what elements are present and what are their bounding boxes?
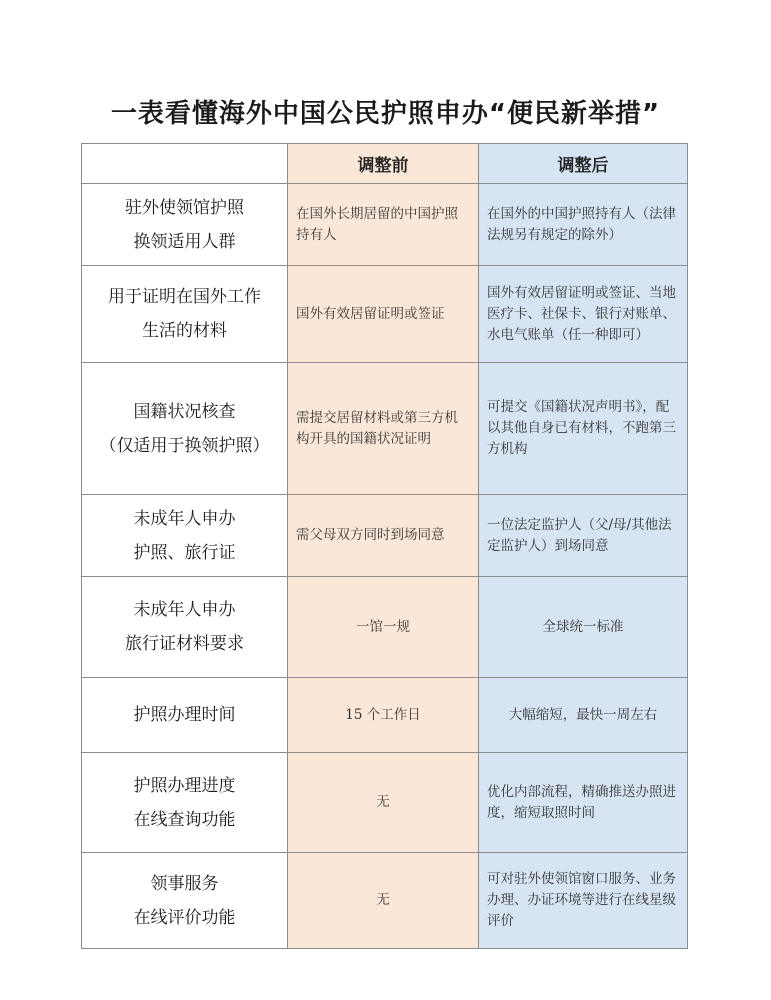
row-label-line: 未成年人申办: [133, 600, 236, 620]
row-label-line: 驻外使领馆护照: [125, 197, 244, 218]
after-cell: 可提交《国籍状况声明书》，配以其他自身已有材料，不跑第三方机构: [479, 363, 688, 495]
row-label: [82, 678, 288, 753]
before-cell: 需父母双方同时到场同意: [288, 495, 479, 577]
table-row: [82, 184, 688, 266]
row-label: [82, 853, 288, 949]
header-before: 调整前: [288, 144, 479, 184]
header-after: 调整后: [479, 144, 688, 184]
row-label-line: （仅适用于换领护照）: [99, 435, 270, 456]
row-label-line: 未成年人申办: [133, 508, 236, 529]
row-label: [82, 266, 288, 363]
table-row: [82, 363, 688, 495]
before-cell: 一馆一规: [288, 577, 479, 678]
before-cell: 15 个工作日: [288, 678, 479, 753]
before-cell: 在国外长期居留的中国护照持有人: [288, 184, 479, 266]
after-cell: 国外有效居留证明或签证、当地医疗卡、社保卡、银行对账单、水电气账单（任一种即可）: [479, 266, 688, 363]
row-label-line: 在线查询功能: [133, 809, 236, 830]
row-label-line: 生活的材料: [142, 321, 227, 341]
row-label: [82, 495, 288, 577]
before-cell: 国外有效居留证明或签证: [288, 266, 479, 363]
table-row: [82, 678, 688, 753]
after-cell: 全球统一标准: [479, 577, 688, 678]
after-cell: 一位法定监护人（父/母/其他法定监护人）到场同意: [479, 495, 688, 577]
row-label-line: 旅行证材料要求: [125, 634, 244, 654]
row-label-line: 领事服务: [150, 873, 219, 894]
table-row: [82, 853, 688, 949]
row-label: [82, 184, 288, 266]
before-cell: 无: [288, 853, 479, 949]
row-label-line: 护照办理时间: [133, 705, 236, 725]
before-cell: 无: [288, 753, 479, 853]
after-cell: 在国外的中国护照持有人（法律法规另有规定的除外）: [479, 184, 688, 266]
row-label: [82, 753, 288, 853]
after-cell: 可对驻外使领馆窗口服务、业务办理、办证环境等进行在线星级评价: [479, 853, 688, 949]
table-header-row: [82, 144, 688, 184]
row-label-line: 在线评价功能: [133, 907, 236, 928]
row-label-line: 换领适用人群: [133, 231, 236, 252]
row-label-line: 护照、旅行证: [133, 542, 236, 563]
page-title: 一表看懂海外中国公民护照申办“便民新举措”: [110, 99, 661, 129]
row-label: [82, 577, 288, 678]
after-cell: 优化内部流程，精确推送办照进度，缩短取照时间: [479, 753, 688, 853]
comparison-table: [81, 143, 688, 949]
table-row: [82, 753, 688, 853]
header-blank-cell: [82, 144, 288, 184]
table-row: [82, 577, 688, 678]
row-label: [82, 363, 288, 495]
row-label-line: 国籍状况核查: [133, 401, 236, 422]
table-row: [82, 266, 688, 363]
before-cell: 需提交居留材料或第三方机构开具的国籍状况证明: [288, 363, 479, 495]
after-cell: 大幅缩短，最快一周左右: [479, 678, 688, 753]
row-label-line: 用于证明在国外工作: [108, 287, 261, 307]
table-row: [82, 495, 688, 577]
row-label-line: 护照办理进度: [133, 775, 236, 796]
